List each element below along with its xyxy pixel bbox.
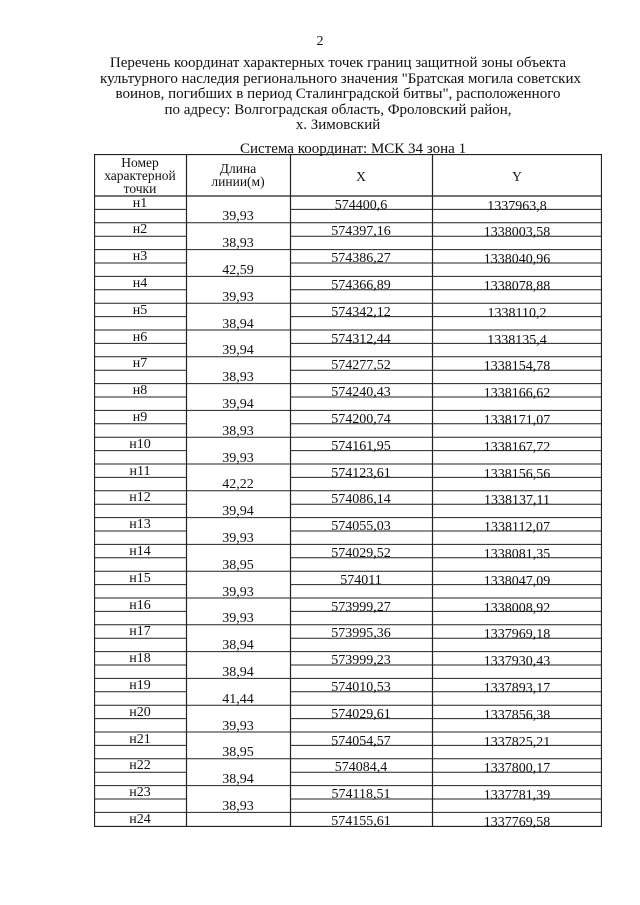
line-length-cell: 38,93: [222, 236, 254, 252]
y-coordinate-cell: 1338135,4: [487, 332, 547, 348]
page-number: 2: [316, 34, 324, 49]
header-y: [432, 170, 602, 183]
header-point-number: [94, 156, 186, 195]
header-x: [290, 170, 432, 183]
title-line: воинов, погибших в период Сталинградской битвы", расположенного: [115, 86, 561, 102]
x-coordinate-cell: 574397,16: [331, 224, 391, 240]
header-text: Длина: [219, 161, 257, 176]
point-number-cell: н17: [129, 624, 151, 640]
x-coordinate-cell: 574161,95: [331, 438, 391, 454]
point-number-cell: н10: [129, 436, 151, 452]
header-text: характерной: [104, 168, 176, 183]
line-length-cell: 39,93: [222, 718, 254, 734]
header-text: X: [356, 169, 366, 184]
header-text: Y: [512, 169, 522, 184]
line-length-cell: 39,93: [222, 209, 254, 225]
y-coordinate-cell: 1338081,35: [483, 546, 551, 562]
line-length-cell: 38,94: [222, 665, 254, 680]
title-line: по адресу: Волгоградская область, Фроловский район,: [164, 101, 512, 118]
x-coordinate-cell: 574342,12: [331, 304, 391, 320]
x-coordinate-cell: 574029,61: [331, 706, 391, 722]
point-number-cell: н13: [129, 517, 151, 533]
x-coordinate-cell: 574240,43: [331, 385, 391, 401]
x-coordinate-cell: 574200,74: [331, 411, 391, 427]
y-coordinate-cell: 1337893,17: [483, 680, 551, 696]
header-text: линии(м): [211, 174, 265, 189]
x-coordinate-cell: 573995,36: [331, 626, 391, 642]
x-coordinate-cell: 574366,89: [331, 277, 391, 293]
y-coordinate-cell: 1338008,92: [483, 600, 551, 616]
y-coordinate-cell: 1337800,17: [483, 761, 551, 777]
coordinates-table: [94, 154, 602, 830]
y-coordinate-cell: 1337930,43: [483, 654, 551, 670]
x-coordinate-cell: 574029,52: [331, 545, 391, 561]
line-length-cell: 38,94: [222, 638, 254, 654]
x-coordinate-cell: 573999,23: [331, 653, 391, 669]
y-coordinate-cell: 1338154,78: [483, 359, 551, 375]
point-number-cell: н21: [129, 731, 151, 747]
document-title: [100, 55, 581, 134]
point-number-cell: н18: [129, 651, 151, 667]
point-number-cell: н20: [129, 704, 151, 720]
x-coordinate-cell: 574084,4: [334, 760, 388, 776]
line-length-cell: 39,93: [222, 450, 254, 466]
point-number-cell: н7: [132, 356, 148, 372]
point-number-cell: н16: [129, 597, 151, 613]
y-coordinate-cell: 1338171,07: [483, 412, 551, 428]
y-coordinate-cell: 1338078,88: [483, 278, 551, 294]
line-length-cell: 42,22: [222, 477, 254, 493]
line-length-cell: 38,93: [222, 370, 254, 386]
y-coordinate-cell: 1338112,07: [484, 520, 550, 536]
line-length-cell: 38,95: [222, 745, 254, 761]
x-coordinate-cell: 574123,61: [331, 465, 391, 481]
title-line: х. Зимовский: [295, 117, 381, 133]
line-length-cell: 38,94: [222, 316, 254, 332]
point-number-cell: н9: [132, 409, 148, 425]
x-coordinate-cell: 574400,6: [334, 197, 388, 213]
line-length-cell: 39,94: [222, 504, 254, 520]
point-number-cell: н1: [132, 195, 148, 211]
point-number-cell: н23: [129, 785, 151, 801]
title-line: Перечень координат характерных точек границ защитной зоны объекта: [109, 55, 567, 71]
header-text: Номер: [121, 155, 159, 170]
x-coordinate-cell: 574155,61: [331, 813, 391, 829]
x-coordinate-cell: 574312,44: [331, 331, 391, 347]
line-length-cell: 38,95: [222, 557, 254, 573]
x-coordinate-cell: 574386,27: [331, 251, 391, 267]
point-number-cell: н8: [132, 383, 148, 399]
coordinate-system-label: Система координат: МСК 34 зона 1: [240, 141, 467, 157]
y-coordinate-cell: 1338040,96: [483, 252, 551, 268]
x-coordinate-cell: 574011: [340, 572, 382, 588]
point-number-cell: н15: [129, 570, 151, 586]
y-coordinate-cell: 1338167,72: [483, 439, 551, 455]
y-coordinate-cell: 1338156,56: [483, 466, 551, 482]
point-number-cell: н24: [129, 811, 151, 827]
line-length-cell: 41,44: [222, 691, 254, 707]
line-length-cell: 39,93: [222, 531, 254, 546]
x-coordinate-cell: 574086,14: [331, 492, 391, 508]
y-coordinate-cell: 1337856,38: [483, 707, 551, 723]
header-text: точки: [123, 181, 157, 196]
y-coordinate-cell: 1337825,21: [483, 734, 551, 750]
title-line: культурного наследия регионального значения "Братская могила советских: [100, 70, 581, 87]
y-coordinate-cell: 1337963,8: [487, 198, 547, 214]
x-coordinate-cell: 574010,53: [331, 679, 391, 695]
line-length-cell: 39,93: [222, 289, 254, 305]
point-number-cell: н4: [132, 275, 148, 291]
x-coordinate-cell: 574118,51: [331, 787, 391, 803]
y-coordinate-cell: 1337769,58: [483, 814, 551, 830]
x-coordinate-cell: 574054,57: [331, 733, 391, 749]
point-number-cell: н5: [132, 302, 148, 318]
line-length-cell: 39,93: [222, 584, 254, 600]
y-coordinate-cell: 1338003,58: [483, 225, 551, 241]
point-number-cell: н3: [132, 249, 148, 265]
point-number-cell: н12: [129, 490, 151, 506]
line-length-cell: 39,94: [222, 343, 254, 359]
y-coordinate-cell: 1338166,62: [483, 386, 551, 402]
point-number-cell: н6: [132, 329, 148, 345]
line-length-cell: 39,93: [222, 611, 254, 627]
x-coordinate-cell: 574055,03: [331, 519, 391, 535]
line-length-cell: 42,59: [222, 263, 254, 278]
point-number-cell: н11: [129, 463, 151, 479]
point-number-cell: н14: [129, 543, 151, 559]
line-length-cell: 38,94: [222, 772, 254, 788]
header-line-length: [186, 162, 290, 188]
point-number-cell: н19: [129, 677, 151, 693]
y-coordinate-cell: 1338110,2: [487, 305, 547, 321]
line-length-cell: 39,94: [222, 397, 254, 412]
line-length-cell: 38,93: [222, 423, 254, 439]
line-length-cell: 38,93: [222, 799, 254, 814]
x-coordinate-cell: 574277,52: [331, 358, 391, 374]
point-number-cell: н22: [129, 758, 151, 774]
y-coordinate-cell: 1337781,39: [483, 788, 551, 804]
point-number-cell: н2: [132, 222, 148, 238]
y-coordinate-cell: 1338137,11: [484, 493, 550, 509]
y-coordinate-cell: 1338047,09: [483, 573, 551, 589]
x-coordinate-cell: 573999,27: [331, 599, 391, 615]
y-coordinate-cell: 1337969,18: [483, 627, 551, 643]
